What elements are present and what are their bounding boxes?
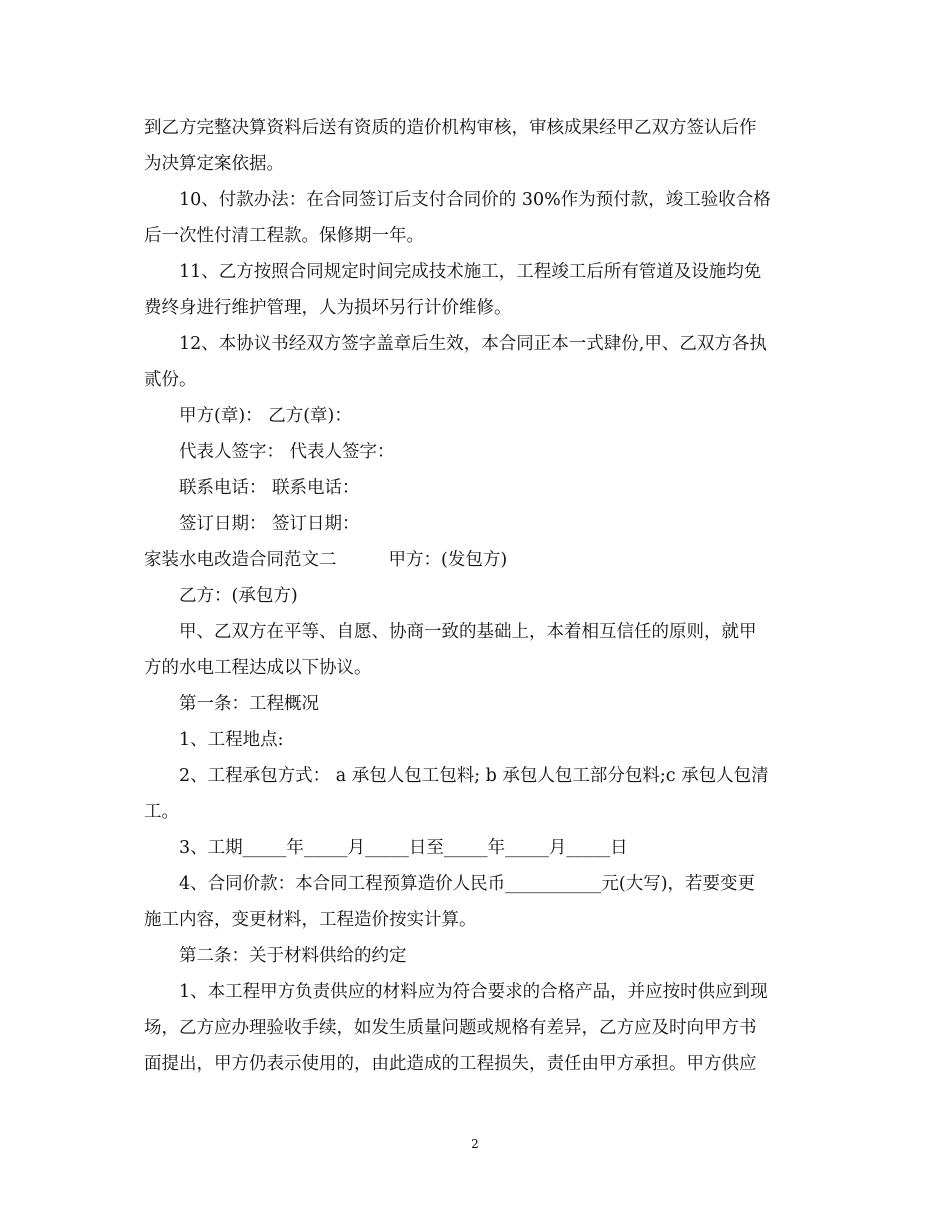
text-line: 场，乙方应办理验收手续，如发生质量问题或规格有差异，乙方应及时向甲方书: [144, 1018, 757, 1038]
text-line: 为决算定案依据。: [144, 154, 284, 174]
text-line: 贰份。: [144, 370, 197, 390]
text-line: 3、工期_____年_____月_____日至_____年_____月_____日: [179, 838, 628, 858]
paragraph-block-before: [144, 110, 804, 542]
text-line: 第二条：关于材料供给的约定: [179, 946, 407, 966]
text-line: 2、工程承包方式： a 承包人包工包料; b 承包人包工部分包料;c 承包人包清: [179, 766, 769, 786]
text-line: 后一次性付清工程款。保修期一年。: [144, 226, 424, 246]
text-line: 甲方(章)： 乙方(章)：: [179, 406, 352, 426]
party-a-label: 甲方：(发包方): [388, 550, 508, 570]
text-line: 面提出，甲方仍表示使用的，由此造成的工程损失，责任由甲方承担。甲方供应: [144, 1054, 757, 1074]
text-line: 乙方：(承包方): [179, 586, 298, 606]
page-number: 2: [471, 1137, 479, 1151]
text-line: 方的水电工程达成以下协议。: [144, 658, 372, 678]
contract-title: 家装水电改造合同范文二: [144, 550, 337, 570]
text-line: 费终身进行维护管理，人为损坏另行计价维修。: [144, 298, 512, 318]
text-line: 第一条：工程概况: [179, 694, 319, 714]
text-line: 12、本协议书经双方签字盖章后生效，本合同正本一式肆份,甲、乙双方各执: [179, 334, 767, 354]
text-line: 4、合同价款：本合同工程预算造价人民币___________元(大写)，若要变更: [179, 874, 756, 894]
text-line: 施工内容，变更材料，工程造价按实计算。: [144, 910, 477, 930]
text-line: 签订日期： 签订日期：: [179, 514, 360, 534]
text-line: 工。: [144, 802, 179, 822]
contract-heading-line: [144, 542, 804, 578]
text-line: 甲、乙双方在平等、自愿、协商一致的基础上，本着相互信任的原则，就甲: [179, 622, 757, 642]
text-line: 1、工程地点:: [179, 730, 284, 750]
text-line: 联系电话： 联系电话：: [179, 478, 360, 498]
paragraph-block-after: [144, 578, 804, 1082]
text-line: 1、本工程甲方负责供应的材料应为符合要求的合格产品，并应按时供应到现: [179, 982, 768, 1002]
text-line: 到乙方完整决算资料后送有资质的造价机构审核，审核成果经甲乙双方签认后作: [144, 118, 757, 138]
text-line: 10、付款办法：在合同签订后支付合同价的 30%作为预付款，竣工验收合格: [179, 190, 771, 210]
text-line: 代表人签字： 代表人签字：: [179, 442, 395, 462]
text-line: 11、乙方按照合同规定时间完成技术施工，工程竣工后所有管道及设施均免: [179, 262, 762, 282]
document-body: [144, 110, 804, 1082]
